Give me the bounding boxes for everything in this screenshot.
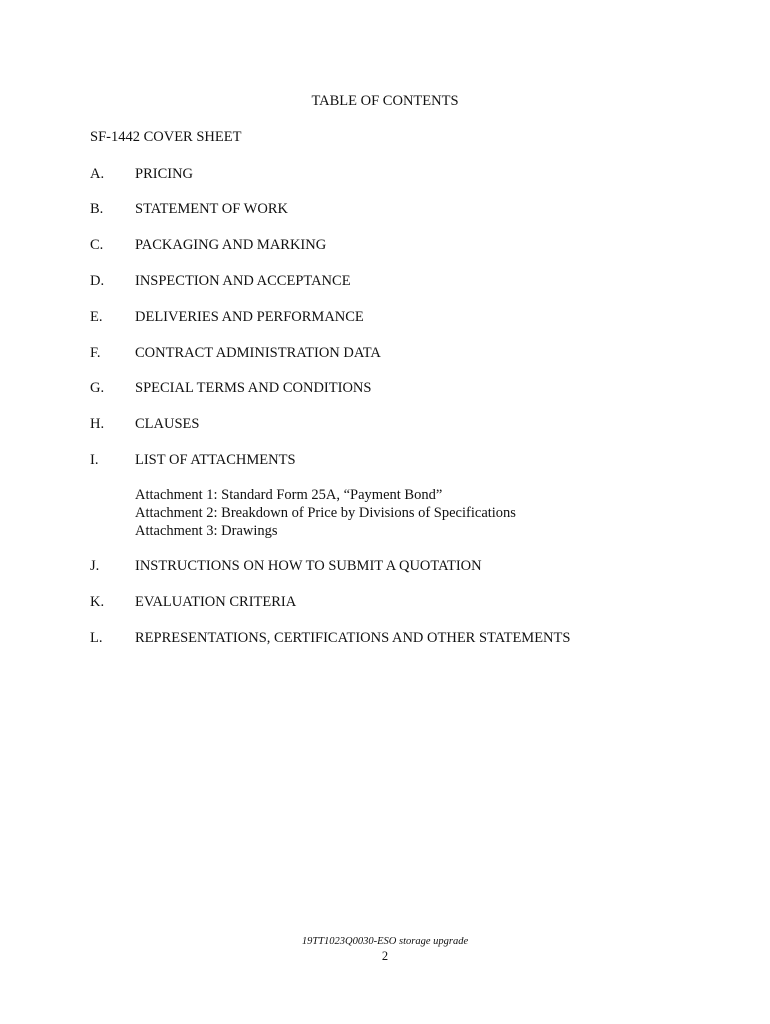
toc-entry-label: DELIVERIES AND PERFORMANCE (135, 309, 364, 325)
toc-entry-h (90, 414, 199, 434)
toc-entry-f (90, 343, 381, 363)
cover-sheet-heading: SF-1442 COVER SHEET (90, 129, 242, 145)
attachment-item: Attachment 3: Drawings (135, 523, 278, 539)
toc-entry-d (90, 271, 351, 291)
toc-entry-label: PRICING (135, 166, 194, 182)
toc-entry-label: SPECIAL TERMS AND CONDITIONS (135, 380, 372, 396)
toc-entry-label: INSPECTION AND ACCEPTANCE (135, 273, 351, 289)
toc-entry-a (90, 164, 193, 184)
attachment-item: Attachment 2: Breakdown of Price by Divisions of Specifications (135, 505, 516, 521)
page-title: TABLE OF CONTENTS (311, 93, 459, 109)
toc-entry-b (90, 199, 288, 219)
toc-entry-letter: I. (90, 452, 99, 468)
toc-entry-letter: B. (90, 201, 104, 217)
toc-entry-label: CONTRACT ADMINISTRATION DATA (135, 345, 381, 361)
toc-entry-e (90, 307, 364, 327)
toc-entry-label: LIST OF ATTACHMENTS (135, 452, 296, 468)
toc-entry-label: REPRESENTATIONS, CERTIFICATIONS AND OTHER STATEMENTS (135, 630, 571, 646)
toc-entry-label: CLAUSES (135, 416, 200, 432)
page-footer (0, 935, 770, 964)
toc-entry-letter: L. (90, 630, 103, 646)
toc-entry-letter: K. (90, 594, 105, 610)
toc-entry-g (90, 378, 371, 398)
toc-entry-l (90, 628, 570, 648)
page-number: 2 (381, 949, 389, 963)
footer-document-id: 19TT1023Q0030-ESO storage upgrade (301, 936, 469, 947)
toc-entry-letter: C. (90, 237, 104, 253)
toc-entry-letter: E. (90, 309, 103, 325)
toc-entry-c (90, 235, 326, 255)
toc-entry-letter: G. (90, 380, 105, 396)
toc-entry-label: PACKAGING AND MARKING (135, 237, 327, 253)
toc-entry-letter: H. (90, 416, 105, 432)
attachment-list (135, 486, 516, 540)
toc-entry-j (90, 556, 482, 576)
toc-entry-letter: A. (90, 166, 105, 182)
toc-entry-letter: F. (90, 345, 101, 361)
attachment-item: Attachment 1: Standard Form 25A, “Payment Bond” (135, 487, 443, 503)
toc-entry-label: EVALUATION CRITERIA (135, 594, 297, 610)
toc-entry-letter: D. (90, 273, 105, 289)
toc-entry-label: INSTRUCTIONS ON HOW TO SUBMIT A QUOTATION (135, 558, 482, 574)
toc-entry-letter: J. (90, 558, 100, 574)
toc-entry-k (90, 592, 296, 612)
toc-entry-label: STATEMENT OF WORK (135, 201, 288, 217)
toc-entry-i (90, 450, 296, 470)
